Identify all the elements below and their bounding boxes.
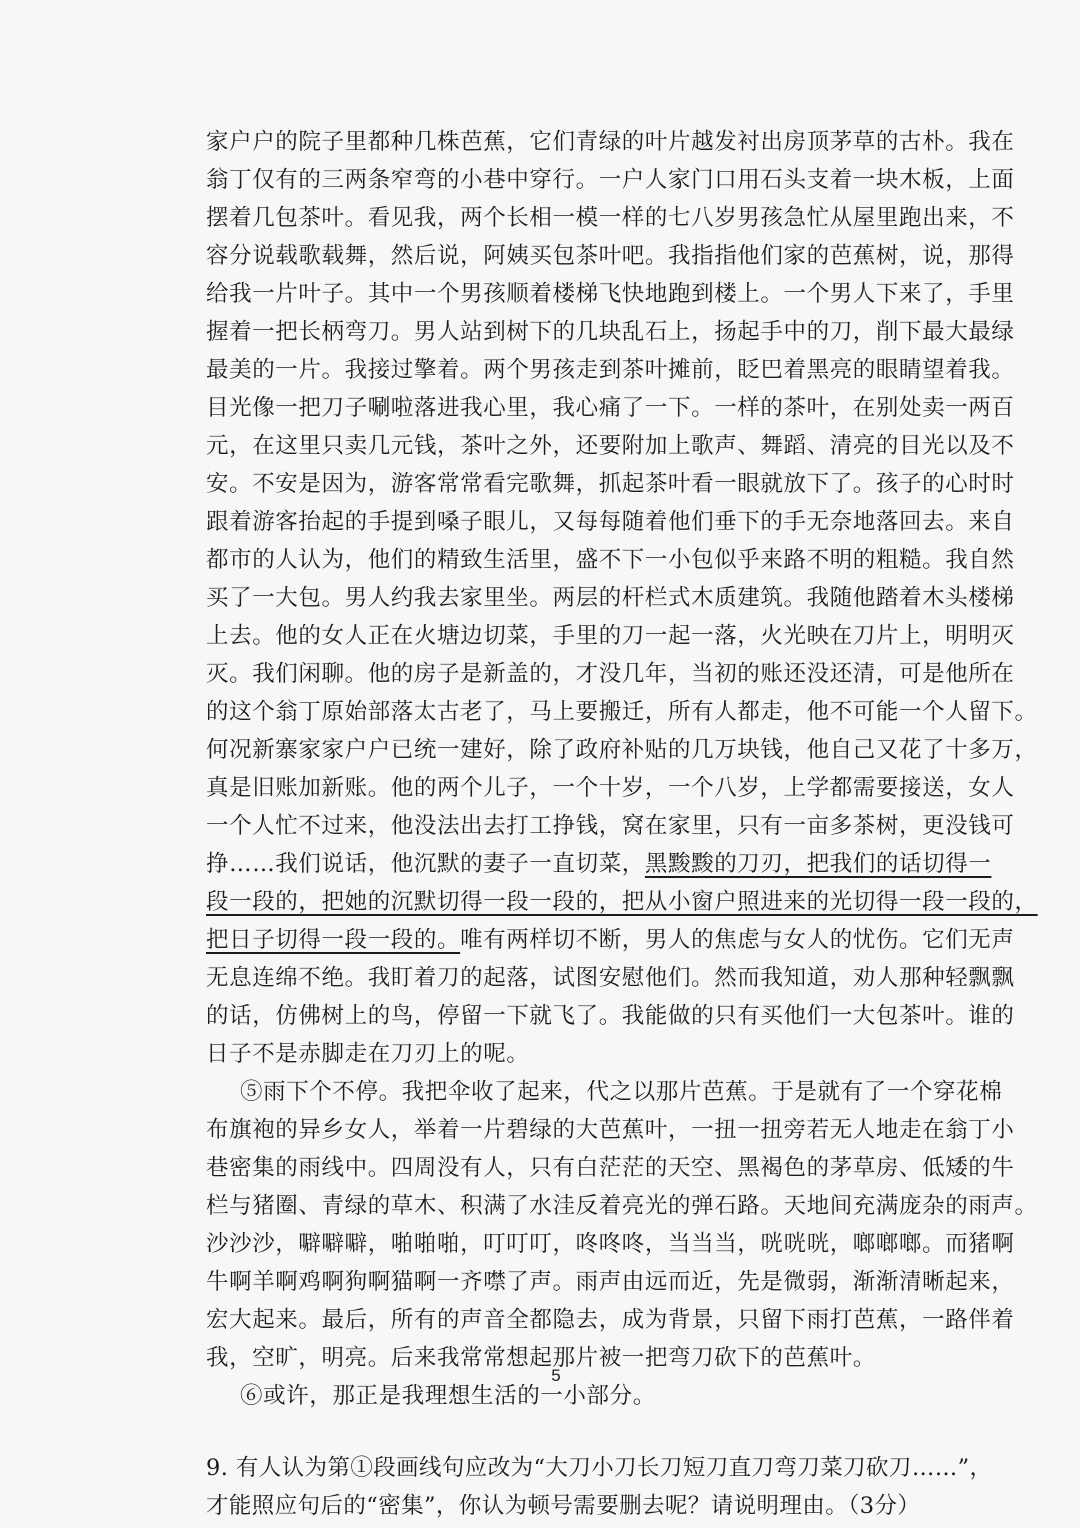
- passage-line: 握着一把长柄弯刀。男人站到树下的几块乱石上，扬起手中的刀，削下最大最绿: [206, 319, 1015, 345]
- passage-line: 给我一片叶子。其中一个男孩顺着楼梯飞快地跑到楼上。一个男人下来了，手里: [206, 281, 1015, 307]
- passage-line: 都市的人认为，他们的精致生活里，盛不下一小包似乎来路不明的粗糙。我自然: [206, 547, 1015, 573]
- underlined-sentence: 把日子切得一段一段的。: [206, 927, 461, 953]
- question-9-line-1: 9. 有人认为第①段画线句应改为“大刀小刀长刀短刀直刀弯刀菜刀砍刀……”，: [206, 1455, 993, 1481]
- passage-line: 巷密集的雨线中。四周没有人，只有白茫茫的天空、黑褐色的茅草房、低矮的牛: [206, 1155, 1015, 1181]
- passage-line: 跟着游客抬起的手提到嗓子眼儿，又每每随着他们垂下的手无奈地落回去。来自: [206, 509, 1015, 535]
- passage-line: 无息连绵不绝。我盯着刀的起落，试图安慰他们。然而我知道，劝人那种轻飘飘: [206, 965, 1015, 991]
- underlined-sentence: 段一段的，把她的沉默切得一段一段的，把从小窗户照进来的光切得一段一段的，: [206, 889, 1038, 915]
- page-number: 5: [551, 1366, 561, 1385]
- passage-text: 唯有两样切不断，男人的焦虑与女人的忧伤。它们无声: [460, 927, 1015, 953]
- passage-line: 日子不是赤脚走在刀刃上的呢。: [206, 1041, 530, 1067]
- passage-line: 上去。他的女人正在火塘边切菜，手里的刀一起一落，火光映在刀片上，明明灭: [206, 623, 1015, 649]
- passage-line: 我，空旷，明亮。后来我常常想起那片被一把弯刀砍下的芭蕉叶。: [206, 1345, 876, 1371]
- passage-line: 目光像一把刀子唰啦落进我心里，我心痛了一下。一样的茶叶，在别处卖一两百: [206, 395, 1015, 421]
- passage-line: 元，在这里只卖几元钱，茶叶之外，还要附加上歌声、舞蹈、清亮的目光以及不: [206, 433, 1015, 459]
- passage-line: 容分说载歌载舞，然后说，阿姨买包茶叶吧。我指指他们家的芭蕉树，说，那得: [206, 243, 1015, 269]
- passage-line: 布旗袍的异乡女人，举着一片碧绿的大芭蕉叶，一扭一扭旁若无人地走在翁丁小: [206, 1117, 1015, 1143]
- underlined-sentence: 黑黢黢的刀刃，把我们的话切得一: [644, 851, 992, 877]
- paragraph-5-start: ⑤雨下个不停。我把伞收了起来，代之以那片芭蕉。于是就有了一个穿花棉: [240, 1079, 1003, 1105]
- passage-line: 沙沙沙，噼噼噼，啪啪啪，叮叮叮，咚咚咚，当当当，咣咣咣，啷啷啷。而猪啊: [206, 1231, 1015, 1257]
- passage-line: 摆着几包茶叶。看见我，两个长相一模一样的七八岁男孩急忙从屋里跑出来，不: [206, 205, 1015, 231]
- passage-line: [206, 848, 992, 880]
- question-9-line-2: 才能照应句后的“密集”，你认为顿号需要删去呢？请说明理由。（3分）: [206, 1493, 921, 1519]
- passage-line: 一个人忙不过来，他没法出去打工挣钱，窝在家里，只有一亩多茶树，更没钱可: [206, 813, 1015, 839]
- passage-line: 买了一大包。男人约我去家里坐。两层的杆栏式木质建筑。我随他踏着木头楼梯: [206, 585, 1015, 611]
- passage-line: 栏与猪圈、青绿的草木、积满了水洼反着亮光的弹石路。天地间充满庞杂的雨声。: [206, 1193, 1038, 1219]
- passage-line: 真是旧账加新账。他的两个儿子，一个十岁，一个八岁，上学都需要接送，女人: [206, 775, 1015, 801]
- passage-line: 牛啊羊啊鸡啊狗啊猫啊一齐噤了声。雨声由远而近，先是微弱，渐渐清晰起来，: [206, 1269, 1015, 1295]
- passage-line: [206, 924, 1015, 956]
- passage-line: 何况新寨家家户户已统一建好，除了政府补贴的几万块钱，他自己又花了十多万，: [206, 737, 1038, 763]
- passage-line: 的这个翁丁原始部落太古老了，马上要搬迁，所有人都走，他不可能一个人留下。: [206, 699, 1038, 725]
- passage-text: 挣……我们说话，他沉默的妻子一直切菜，: [206, 851, 645, 877]
- passage-line: 家户户的院子里都种几株芭蕉，它们青绿的叶片越发衬出房顶茅草的古朴。我在: [206, 129, 1015, 155]
- paragraph-6: ⑥或许，那正是我理想生活的一小部分。: [240, 1383, 656, 1409]
- passage-line: 安。不安是因为，游客常常看完歌舞，抓起茶叶看一眼就放下了。孩子的心时时: [206, 471, 1015, 497]
- passage-line: 宏大起来。最后，所有的声音全都隐去，成为背景，只留下雨打芭蕉，一路伴着: [206, 1307, 1015, 1333]
- passage-line: 翁丁仅有的三两条窄弯的小巷中穿行。一户人家门口用石头支着一块木板，上面: [206, 167, 1015, 193]
- passage-line: [206, 886, 1038, 918]
- passage-line: 灭。我们闲聊。他的房子是新盖的，才没几年，当初的账还没还清，可是他所在: [206, 661, 1015, 687]
- passage-line: 的话，仿佛树上的鸟，停留一下就飞了。我能做的只有买他们一大包茶叶。谁的: [206, 1003, 1015, 1029]
- passage-line: 最美的一片。我接过擎着。两个男孩走到茶叶摊前，眨巴着黑亮的眼睛望着我。: [206, 357, 1015, 383]
